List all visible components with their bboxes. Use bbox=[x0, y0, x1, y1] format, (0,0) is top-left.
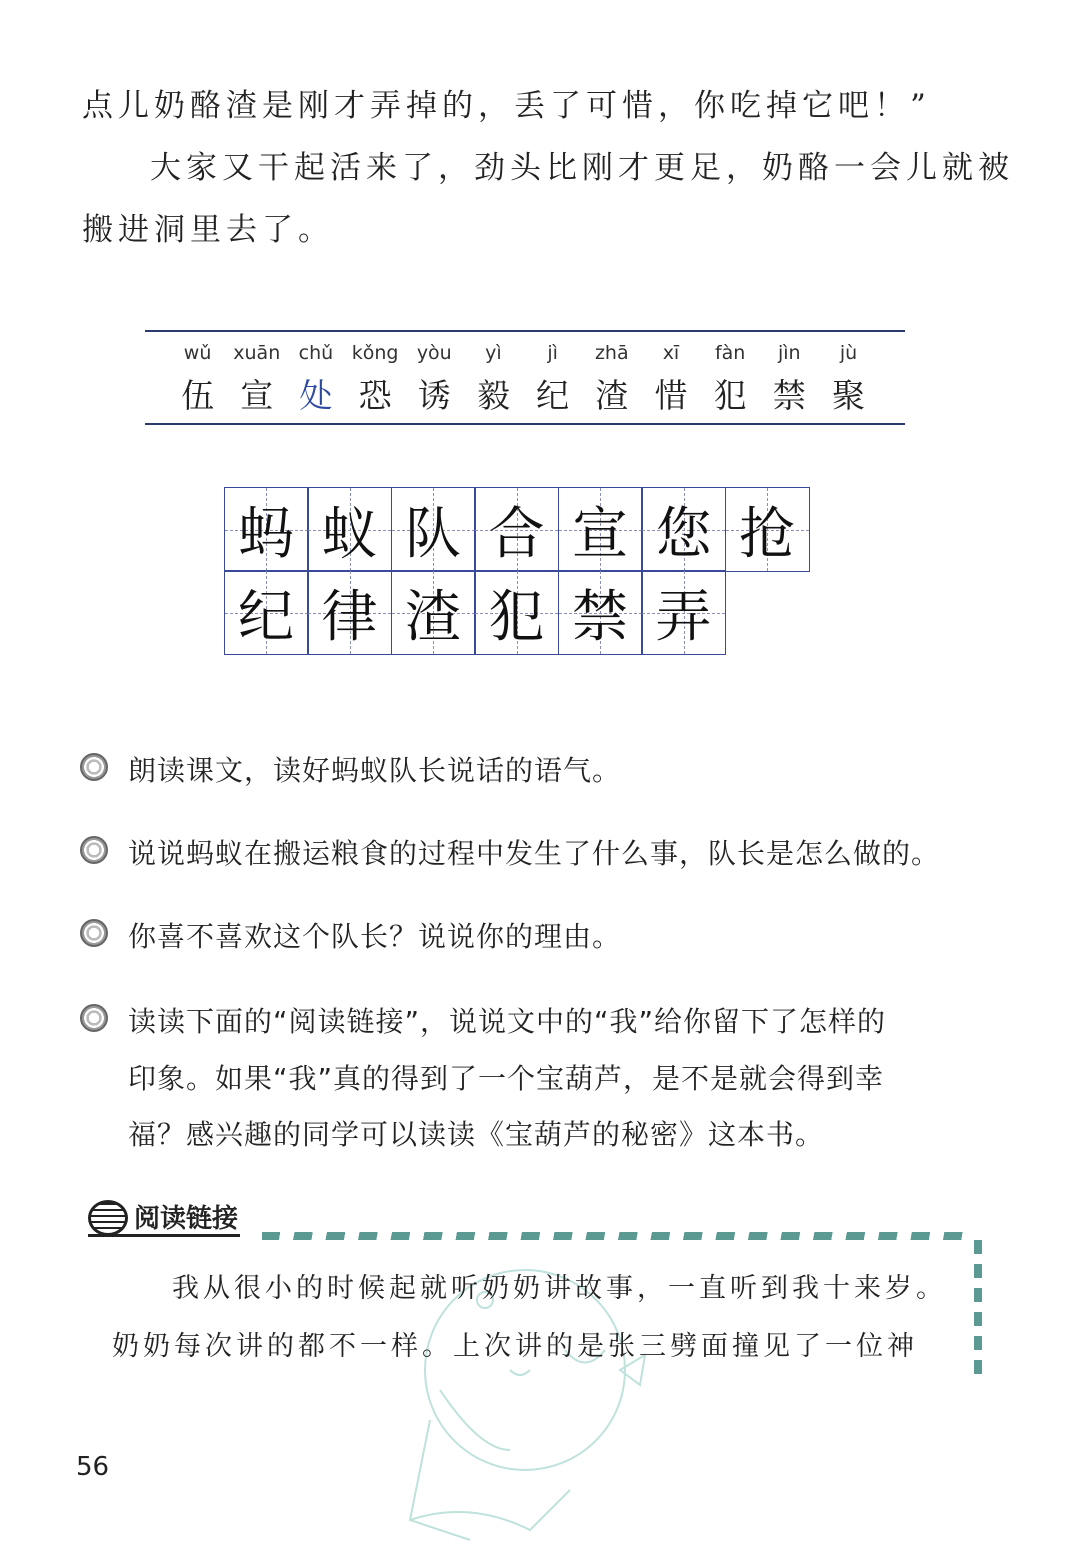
reading-char: yì 毅 bbox=[476, 342, 510, 415]
writing-cell: 合 bbox=[474, 487, 559, 572]
reading-link-icon bbox=[88, 1200, 128, 1236]
writing-cell: 抢 bbox=[725, 487, 810, 572]
reading-char: jì 纪 bbox=[536, 342, 570, 415]
writing-cell: 您 bbox=[641, 487, 726, 572]
reading-link-line-2: 奶奶每次讲的都不一样。上次讲的是张三劈面撞见了一位神 bbox=[112, 1331, 918, 1362]
writing-grid-row-2 bbox=[225, 570, 726, 655]
story-line-2: 大家又干起活来了，劲头比刚才更足，奶酪一会儿就被 bbox=[150, 150, 1014, 186]
reading-char: fàn 犯 bbox=[713, 342, 747, 415]
reading-link-underline bbox=[88, 1234, 240, 1237]
question-4-line-2: 印象。如果“我”真的得到了一个宝葫芦，是不是就会得到幸 bbox=[128, 1062, 885, 1095]
reading-char: xī 惜 bbox=[654, 342, 688, 415]
question-bullet-icon bbox=[80, 836, 108, 864]
reading-char: jù 聚 bbox=[831, 342, 865, 415]
writing-cell: 渣 bbox=[391, 570, 476, 655]
question-4-line-1: 读读下面的“阅读链接”，说说文中的“我”给你留下了怎样的 bbox=[128, 1005, 887, 1038]
story-line-3: 搬进洞里去了。 bbox=[82, 212, 334, 248]
writing-cell: 禁 bbox=[558, 570, 643, 655]
question-4-line-3: 福？感兴趣的同学可以读读《宝葫芦的秘密》这本书。 bbox=[128, 1118, 825, 1151]
writing-cell: 弄 bbox=[641, 570, 726, 655]
question-1: 朗读课文，读好蚂蚁队长说话的语气。 bbox=[128, 754, 622, 787]
reading-link-border-top bbox=[262, 1232, 974, 1240]
band-bottom-rule bbox=[145, 423, 905, 425]
reading-char: kǒng 恐 bbox=[351, 342, 399, 415]
reading-char-highlighted: chǔ 处 bbox=[298, 342, 334, 415]
reading-char: jìn 禁 bbox=[772, 342, 806, 415]
page-number: 56 bbox=[76, 1452, 110, 1482]
writing-cell: 队 bbox=[391, 487, 476, 572]
writing-cell: 律 bbox=[307, 570, 392, 655]
question-2: 说说蚂蚁在搬运粮食的过程中发生了什么事，队长是怎么做的。 bbox=[128, 837, 941, 870]
writing-cell: 纪 bbox=[224, 570, 309, 655]
reading-char: xuān 宣 bbox=[233, 342, 281, 415]
reading-char: wǔ 伍 bbox=[181, 342, 215, 415]
writing-cell: 蚁 bbox=[307, 487, 392, 572]
reading-chars-row bbox=[168, 342, 878, 417]
question-bullet-icon bbox=[80, 1004, 108, 1032]
writing-cell: 宣 bbox=[558, 487, 643, 572]
writing-cell: 犯 bbox=[474, 570, 559, 655]
question-bullet-icon bbox=[80, 919, 108, 947]
question-bullet-icon bbox=[80, 753, 108, 781]
band-top-rule bbox=[145, 330, 905, 332]
writing-grid-row-1 bbox=[225, 487, 810, 572]
writing-cell: 蚂 bbox=[224, 487, 309, 572]
reading-link-border-right bbox=[974, 1240, 982, 1382]
reading-char: yòu 诱 bbox=[416, 342, 452, 415]
question-3: 你喜不喜欢这个队长？说说你的理由。 bbox=[128, 920, 622, 953]
reading-link-title: 阅读链接 bbox=[134, 1204, 239, 1234]
reading-char: zhā 渣 bbox=[594, 342, 629, 415]
story-line-1: 点儿奶酪渣是刚才弄掉的，丢了可惜，你吃掉它吧！” bbox=[82, 88, 931, 124]
reading-link-line-1: 我从很小的时候起就听奶奶讲故事，一直听到我十来岁。 bbox=[172, 1273, 947, 1304]
